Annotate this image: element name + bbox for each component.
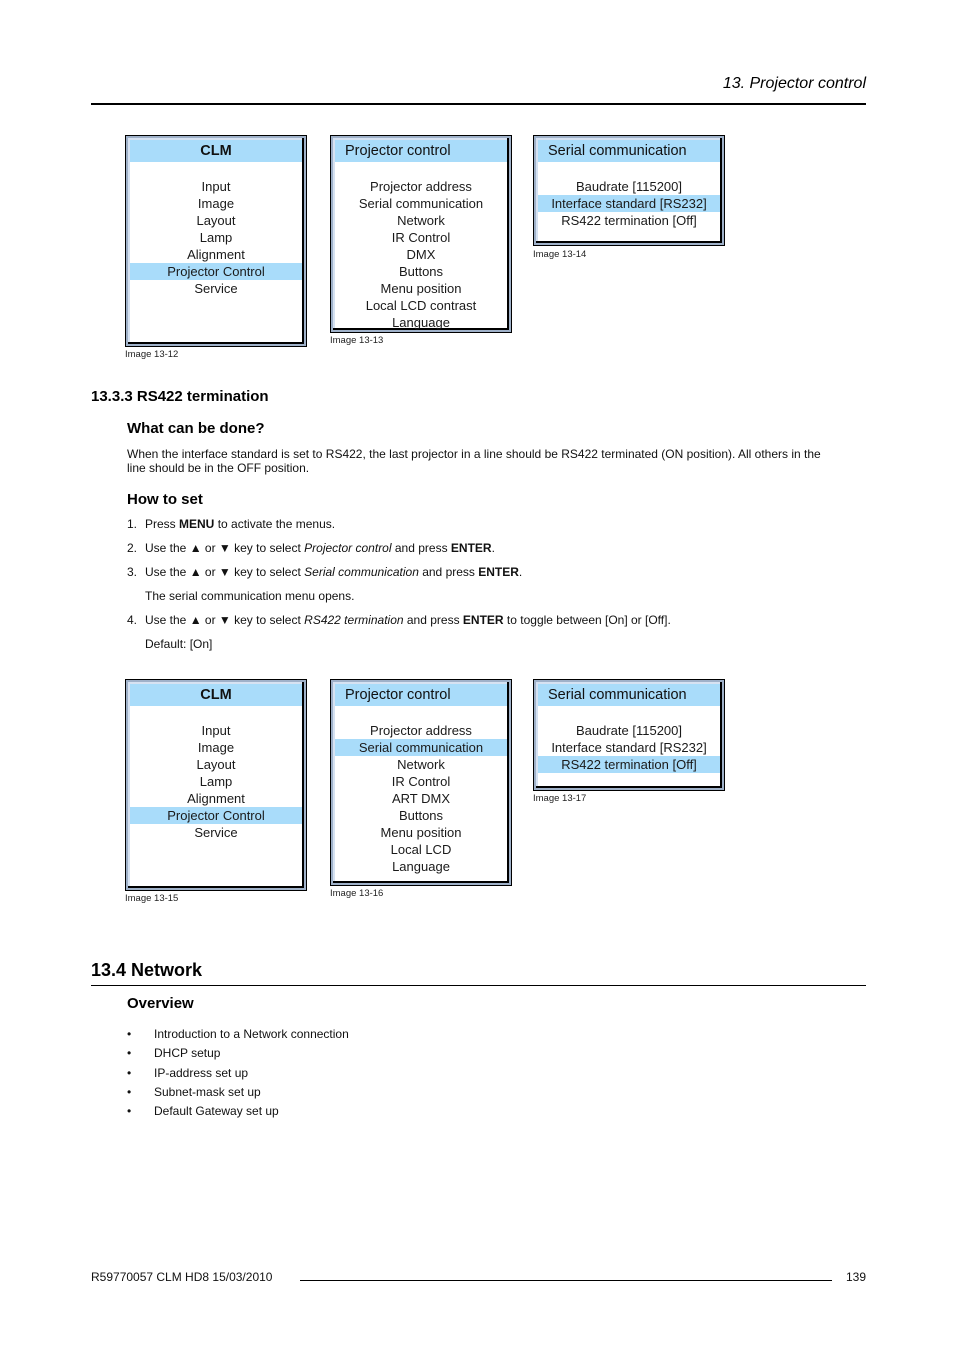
menu-item: ART DMX [391,791,451,806]
menu-item: DMX [406,247,436,262]
step-text: Use the ▲ or ▼ key to select RS422 termination and press ENTER to toggle between [On] or [Off]. [145,613,671,627]
menu-item: Projector address [370,179,472,194]
bullet-symbol: • [127,1085,132,1099]
section-heading: 13.3.3 RS422 termination [91,388,269,405]
step-number: 1. [127,517,138,531]
step-number: 3. [127,565,138,579]
subheading-how: How to set [127,491,203,508]
step-1 [0,517,954,531]
menu-title: Serial communication [538,140,720,162]
menu-item: Input [201,723,231,738]
figure-caption: Image 13-13 [330,335,384,346]
menu-item: Language [392,315,450,330]
step-4-note: Default: [On] [145,637,213,651]
footer-doc-info: R59770057 CLM HD8 15/03/2010 [91,1270,273,1284]
step-text: Use the ▲ or ▼ key to select Serial communication and press ENTER. [145,565,523,579]
menu-title: CLM [130,684,302,706]
figure-caption: Image 13-16 [330,888,384,899]
menu-item: IR Control [391,230,451,245]
menu-item-selected: Serial communication [335,739,507,756]
serial-communication-menu-figure [533,679,725,791]
menu-item: Buttons [398,264,444,279]
bullet-text: DHCP setup [154,1046,221,1060]
clm-menu-figure [125,135,307,347]
menu-title: Projector control [335,140,507,162]
bullet-text: Default Gateway set up [154,1104,279,1118]
bullet-item [0,1027,954,1041]
bullet-symbol: • [127,1104,132,1118]
figure-caption: Image 13-17 [533,793,587,804]
menu-item: Service [194,281,238,296]
step-number: 4. [127,613,138,627]
menu-item: Projector address [370,723,472,738]
menu-item: Language [392,859,450,874]
figure-caption: Image 13-12 [125,349,179,360]
section-rule [91,985,866,986]
menu-item: Buttons [398,808,444,823]
bullet-text: Introduction to a Network connection [154,1027,349,1041]
footer-rule [300,1280,832,1281]
menu-item: Service [194,825,238,840]
menu-item: Network [397,757,445,772]
chapter-header: 13. Projector control [722,75,866,92]
subheading-overview: Overview [127,995,194,1012]
menu-item: Local LCD contrast [365,298,477,313]
header-rule [91,103,866,105]
what-text-line-2: line should be in the OFF position. [127,461,310,475]
page-number: 139 [845,1270,866,1284]
step-4 [0,613,954,627]
menu-title: Projector control [335,684,507,706]
what-text-line-1: When the interface standard is set to RS422, the last projector in a line should be RS422 terminated (ON position). All others in the [127,447,821,461]
bullet-item [0,1046,954,1060]
menu-item: Alignment [187,791,245,806]
menu-item: Network [397,213,445,228]
bullet-item [0,1066,954,1080]
menu-title: Serial communication [538,684,720,706]
menu-item-selected: Interface standard [RS232] [538,195,720,212]
step-3-note: The serial communication menu opens. [145,589,355,603]
subheading-what: What can be done? [127,420,265,437]
step-text: Use the ▲ or ▼ key to select Projector control and press ENTER. [145,541,495,555]
menu-item: Layout [196,757,236,772]
menu-title: CLM [130,140,302,162]
menu-item: Image [197,196,235,211]
menu-item: Serial communication [358,196,484,211]
menu-item: Local LCD [390,842,452,857]
menu-item: Image [197,740,235,755]
menu-item: RS422 termination [Off] [561,213,697,228]
bullet-text: IP-address set up [154,1066,249,1080]
menu-item: Layout [196,213,236,228]
projector-control-menu-figure [330,135,512,333]
menu-item: Interface standard [RS232] [551,740,707,755]
figure-caption: Image 13-14 [533,249,587,260]
step-text: Press MENU to activate the menus. [145,517,336,531]
menu-item-selected: Projector Control [130,263,302,280]
clm-menu-figure [125,679,307,891]
bullet-item [0,1085,954,1099]
menu-item: Baudrate [115200] [575,179,682,194]
bullet-text: Subnet-mask set up [154,1085,261,1099]
section-heading-network: 13.4 Network [91,960,203,980]
menu-item: Alignment [187,247,245,262]
menu-item-selected: RS422 termination [Off] [538,756,720,773]
serial-communication-menu-figure [533,135,725,246]
figure-caption: Image 13-15 [125,893,179,904]
menu-item: Lamp [199,774,233,789]
bullet-symbol: • [127,1027,132,1041]
bullet-symbol: • [127,1046,132,1060]
menu-item: Lamp [199,230,233,245]
menu-item: Menu position [380,281,462,296]
menu-item: IR Control [391,774,451,789]
bullet-item [0,1104,954,1118]
menu-item-selected: Projector Control [130,807,302,824]
menu-item: Baudrate [115200] [575,723,682,738]
menu-item: Menu position [380,825,462,840]
bullet-symbol: • [127,1066,132,1080]
step-3 [0,565,954,579]
menu-item: Input [201,179,231,194]
step-2 [0,541,954,555]
step-number: 2. [127,541,138,555]
projector-control-menu-figure [330,679,512,886]
